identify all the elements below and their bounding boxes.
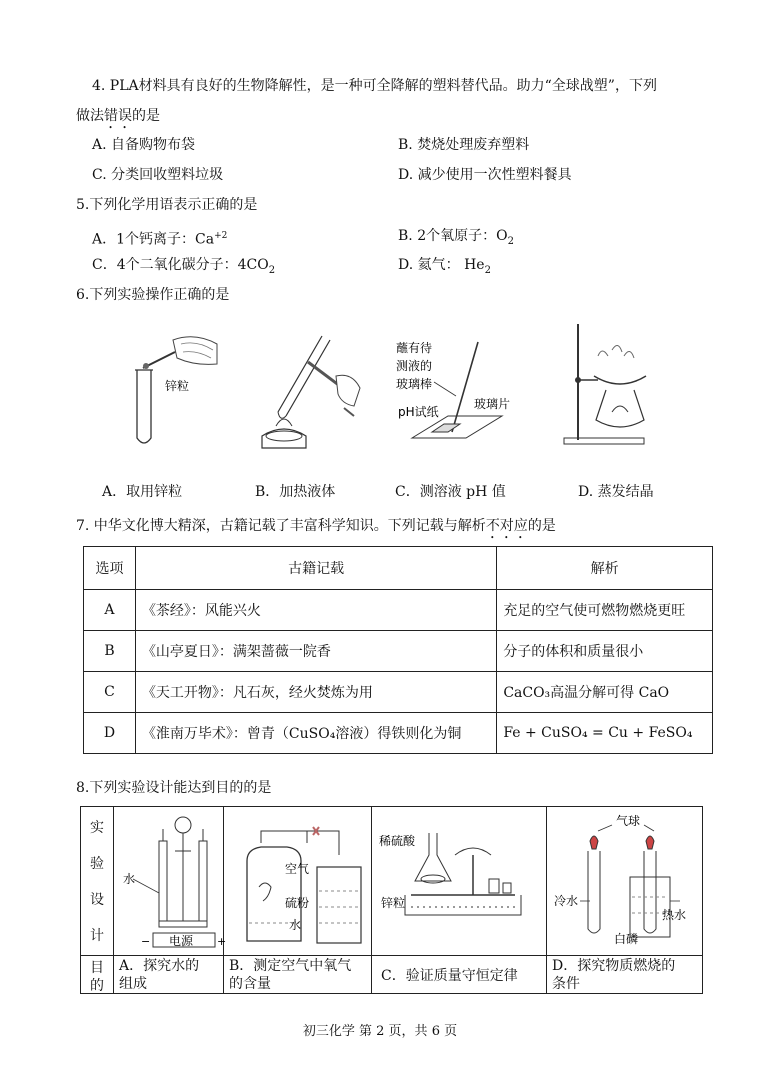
- q4-option-d: D. 减少使用一次性塑料餐具: [398, 167, 572, 183]
- q6-label-glass: 玻璃片: [474, 397, 511, 411]
- q8-stem: 8.下列实验设计能达到目的的是: [76, 780, 272, 796]
- q8-caption-b: [229, 957, 351, 993]
- q7-row-analysis: 分子的体积和质量很小: [497, 631, 713, 672]
- q6-label-rod-2: 测液的: [396, 359, 433, 373]
- q8-caption-c-1: C．验证质量守恒定律: [381, 968, 518, 984]
- q8-label-acid: 稀硫酸: [379, 834, 416, 848]
- q5-b-text: B. 2个氧原子：O: [398, 228, 508, 244]
- q8-label-water2: 水: [289, 918, 302, 932]
- q5-c-text: C．4个二氧化碳分子：4CO: [92, 257, 269, 273]
- q8-side-purpose-2: 的: [90, 978, 104, 994]
- q7-header-analysis: 解析: [497, 547, 713, 590]
- q6-label-rod-3: 玻璃棒: [396, 377, 433, 391]
- q8-label-minus: −: [141, 935, 151, 948]
- q6-stem: 6.下列实验操作正确的是: [76, 287, 230, 303]
- q5-stem: 5.下列化学用语表示正确的是: [76, 197, 258, 213]
- q5-d-text: D. 氦气： He: [398, 257, 485, 273]
- q5-a-sup: +2: [214, 231, 228, 241]
- q8-label-air: 空气: [285, 862, 310, 876]
- divider: [371, 807, 372, 993]
- q4-option-b: B. 焚烧处理废弃塑料: [398, 137, 530, 153]
- q6-label-rod-1: 蘸有待: [396, 341, 433, 355]
- q8-side-design-4: 计: [90, 928, 104, 944]
- q5-option-c: [92, 255, 275, 281]
- q4-stem-emphasis: 错误: [104, 108, 132, 124]
- q7-row-option: B: [84, 631, 136, 672]
- table-row: [84, 590, 713, 631]
- q8-label-zinc: 锌粒: [381, 896, 406, 910]
- q6-figure-a: [125, 330, 235, 450]
- q7-row-option: C: [84, 672, 136, 713]
- q8-figure-d: [550, 811, 700, 951]
- q7-row-analysis: 充足的空气使可燃物燃烧更旺: [497, 590, 713, 631]
- q7-row-option: A: [84, 590, 136, 631]
- page-footer: 初三化学 第 2 页，共 6 页: [302, 1024, 458, 1039]
- q7-row-record: 《山亭夏日》：满架蔷薇一院香: [135, 631, 496, 672]
- q4-stem-post: 的是: [132, 108, 160, 124]
- q7-stem-pre: 7. 中华文化博大精深，古籍记载了丰富科学知识。下列记载与解析: [76, 518, 486, 534]
- q5-c-sub: 2: [268, 264, 276, 276]
- q8-figure-b: [227, 811, 369, 951]
- q8-caption-d-1: D．探究物质燃烧的: [552, 958, 676, 974]
- q7-row-record: 《天工开物》：凡石灰，经火焚炼为用: [135, 672, 496, 713]
- q8-caption-a-1: A．探究水的: [119, 958, 200, 974]
- table-row: [84, 672, 713, 713]
- q5-option-a: [92, 226, 227, 250]
- q8-caption-b-2: 的含量: [229, 976, 271, 992]
- q8-caption-c: [381, 967, 518, 985]
- q5-a-text: A．1个钙离子：Ca: [92, 231, 215, 248]
- q7-row-record: 《茶经》：风能兴火: [135, 590, 496, 631]
- q6-label-ph-paper: pH试纸: [398, 405, 439, 419]
- q5-option-b: [398, 226, 514, 252]
- q7-row-record: 《淮南万毕术》：曾青（CuSO₄溶液）得铁则化为铜: [135, 713, 496, 754]
- q5-b-sub: 2: [507, 235, 514, 247]
- q8-table: [80, 806, 703, 994]
- q6-option-d: D. 蒸发结晶: [578, 484, 654, 500]
- q8-caption-b-1: B．测定空气中氧气: [229, 958, 352, 974]
- q4-option-c: C. 分类回收塑料垃圾: [92, 167, 224, 183]
- q6-option-b: B．加热液体: [255, 484, 336, 500]
- q8-caption-d-2: 条件: [552, 976, 580, 992]
- q8-label-power: 电源: [169, 934, 194, 948]
- divider: [223, 807, 224, 993]
- q7-table-header: [84, 547, 713, 590]
- q8-label-phosphorus: 白磷: [614, 932, 639, 946]
- q6-label-zinc: 锌粒: [165, 379, 190, 393]
- q7-row-option: D: [84, 713, 136, 754]
- q6-figure-c: [390, 336, 530, 456]
- q5-option-d: [398, 255, 491, 281]
- q8-side-design-2: 验: [90, 856, 104, 872]
- q8-label-plus: +: [217, 935, 227, 948]
- q8-label-balloon: 气球: [616, 814, 641, 828]
- q7-stem: [76, 516, 556, 542]
- q6-option-c: C．测溶液 pH 值: [395, 484, 506, 500]
- q4-stem-line1: 4. PLA材料具有良好的生物降解性，是一种可全降解的塑料替代品。助力“全球战塑”，下列: [92, 78, 657, 94]
- q8-caption-d: [552, 957, 675, 993]
- table-row: [84, 713, 713, 754]
- q5-d-sub: 2: [484, 264, 491, 276]
- q8-side-design-1: 实: [90, 820, 104, 836]
- q6-figure-b: [248, 332, 368, 452]
- q8-label-water: 水: [123, 872, 136, 886]
- q7-table: [83, 546, 713, 754]
- divider: [546, 807, 547, 993]
- q8-side-design-3: 设: [90, 892, 104, 908]
- q7-header-record: 古籍记载: [135, 547, 496, 590]
- q8-side-purpose-1: 目: [90, 960, 104, 976]
- q4-option-a: A. 自备购物布袋: [92, 137, 196, 153]
- q7-row-analysis: Fe + CuSO₄ = Cu + FeSO₄: [497, 713, 713, 754]
- q7-row-analysis: CaCO₃高温分解可得 CaO: [497, 672, 713, 713]
- q8-caption-a: [119, 957, 199, 993]
- q8-figure-a: [117, 811, 227, 951]
- q7-stem-post: 的是: [527, 518, 556, 534]
- q8-figure-c: [375, 811, 543, 951]
- q7-stem-emphasis: 不对应: [485, 518, 528, 534]
- q7-header-option: 选项: [84, 547, 136, 590]
- q8-label-hot: 热水: [662, 908, 687, 922]
- q8-caption-a-2: 组成: [119, 976, 147, 992]
- divider: [81, 955, 702, 956]
- divider: [113, 807, 114, 993]
- q6-figure-d: [560, 320, 670, 450]
- q4-stem-line2: [76, 106, 160, 132]
- table-row: [84, 631, 713, 672]
- q8-label-sulfur: 硫粉: [285, 896, 310, 910]
- q8-label-cold: 冷水: [554, 894, 579, 908]
- q6-option-a: A．取用锌粒: [102, 484, 183, 500]
- q4-stem-pre: 做法: [76, 108, 104, 124]
